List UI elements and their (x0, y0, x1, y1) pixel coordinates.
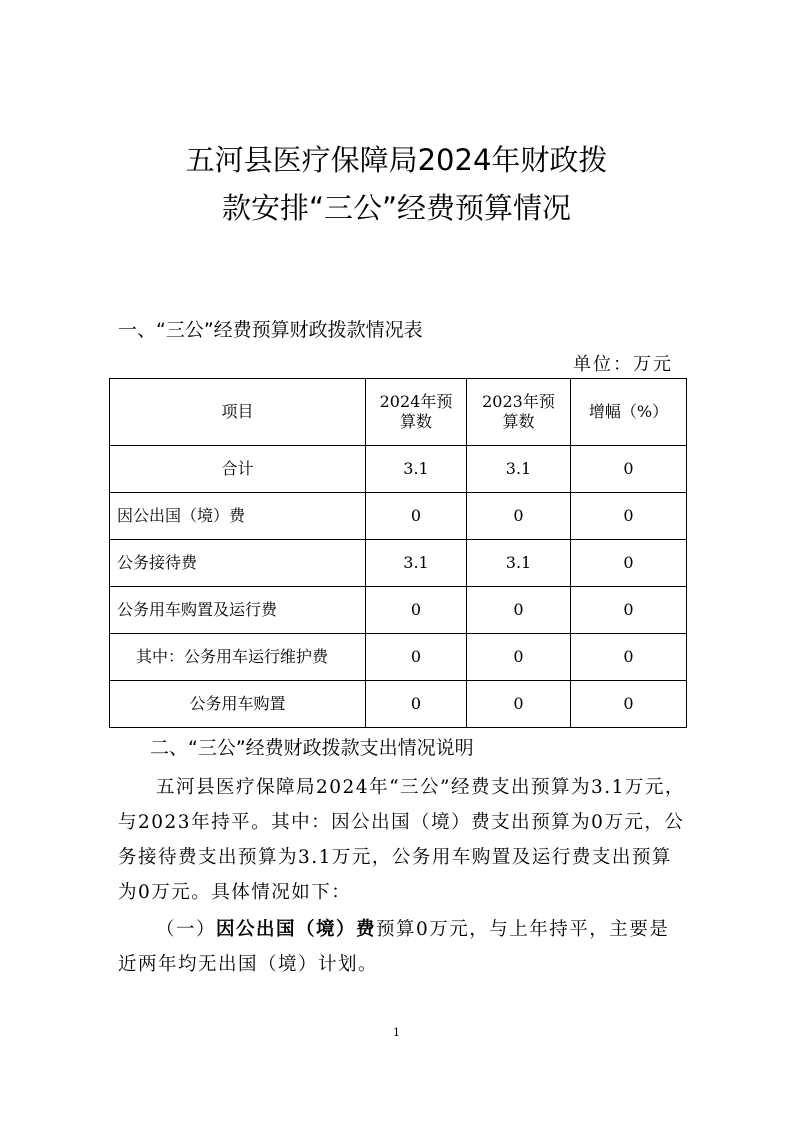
table-row (110, 634, 687, 681)
table-row (110, 493, 687, 540)
section-2-heading: 二、“三公”经费财政拨款支出情况说明 (150, 737, 474, 759)
unit-label: 单位：万元 (573, 354, 673, 375)
row-2023: 0 (467, 587, 571, 634)
section-1-heading: 一、“三公”经费预算财政拨款情况表 (118, 319, 423, 341)
row-2023: 0 (467, 634, 571, 681)
row-item: 其中：公务用车运行维护费 (110, 634, 366, 681)
row-item: 公务用车购置及运行费 (110, 587, 366, 634)
page-number: 1 (393, 1026, 400, 1039)
document-title-line-1: 五河县医疗保障局2024年财政拨 (185, 143, 608, 177)
row-item: 公务接待费 (110, 540, 366, 587)
row-growth: 0 (571, 493, 687, 540)
paragraph-summary-text: 五河县医疗保障局2024年“三公”经费支出预算为3.1万元，与2023年持平。其中：因公出国（境）费支出预算为0万元，公务接待费支出预算为3.1万元，公务用车购置及运行费支出预算为0万元。具体情况如下： (118, 777, 685, 903)
row-2023: 0 (467, 493, 571, 540)
row-growth: 0 (571, 634, 687, 681)
header-growth: 增幅（%） (571, 379, 687, 446)
table-row (110, 587, 687, 634)
row-growth: 0 (571, 681, 687, 728)
paragraph-bold-term: 因公出国（境）费 (216, 919, 377, 940)
row-2024: 3.1 (366, 446, 467, 493)
table-header-row (110, 379, 687, 446)
paragraph-prefix: （一） (156, 919, 217, 940)
paragraph-summary (118, 770, 688, 910)
budget-table (109, 378, 687, 728)
row-growth: 0 (571, 540, 687, 587)
row-growth: 0 (571, 587, 687, 634)
row-2024: 0 (366, 493, 467, 540)
row-item: 公务用车购置 (110, 681, 366, 728)
row-2023: 0 (467, 681, 571, 728)
row-growth: 0 (571, 446, 687, 493)
row-2024: 0 (366, 681, 467, 728)
row-2024: 3.1 (366, 540, 467, 587)
document-title-line-2: 款安排“三公”经费预算情况 (221, 191, 572, 225)
table-row (110, 446, 687, 493)
row-2024: 0 (366, 587, 467, 634)
header-item: 项目 (110, 379, 366, 446)
header-2024-budget: 2024年预算数 (366, 379, 467, 446)
paragraph-rest: 预算0万元，与上年持平，主要是近两年均无出国（境）计划。 (118, 919, 670, 975)
header-2023-budget: 2023年预算数 (467, 379, 571, 446)
paragraph-travel-abroad (118, 912, 688, 982)
row-2023: 3.1 (467, 540, 571, 587)
table-row (110, 681, 687, 728)
row-item: 因公出国（境）费 (110, 493, 366, 540)
row-2024: 0 (366, 634, 467, 681)
table-row (110, 540, 687, 587)
row-2023: 3.1 (467, 446, 571, 493)
row-item: 合计 (110, 446, 366, 493)
